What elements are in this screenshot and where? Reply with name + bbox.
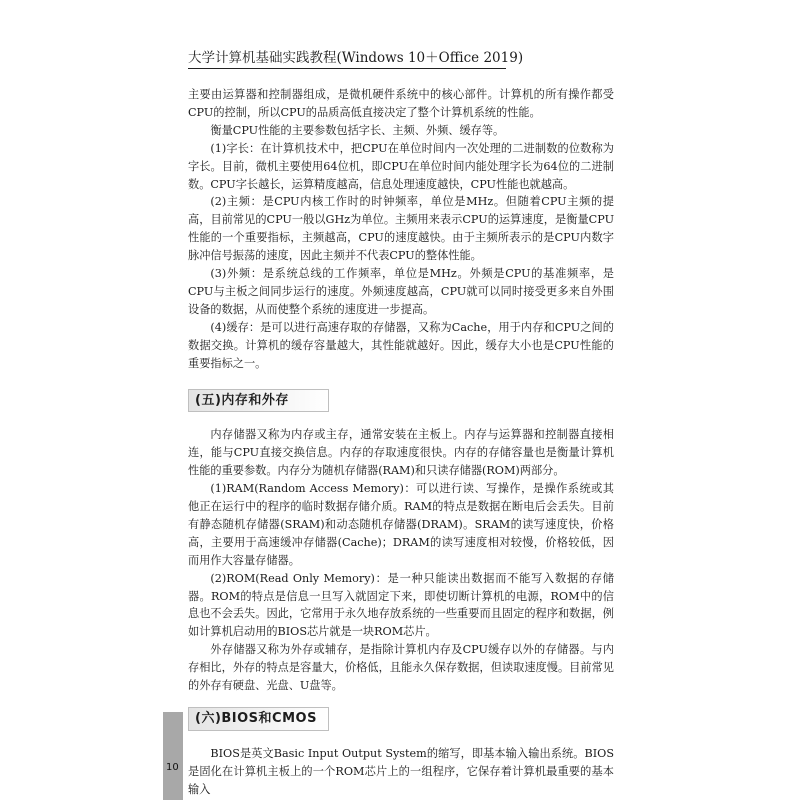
paragraph: 外存储器又称为外存或辅存，是指除计算机内存及CPU缓存以外的存储器。与内存相比，外存的特点是容量大，价格低，且能永久保存数据，但读取速度慢。目前常见的外存有硬盘、光盘、U盘等。 — [188, 643, 614, 693]
paragraph: (1)RAM(Random Access Memory)：可以进行读、写操作，是操作系统或其他正在运行中的程序的临时数据存储介质。RAM的特点是数据在断电后会丢失。目前有静态随机存储器(SRAM)和动态随机存储器(DRAM)。SRAM的读写速度快，价格高，主要用于高速缓冲存储器(Cache)；DRAM的读写速度相对较慢，价格较低，因而用作大容量存储器。 — [188, 482, 614, 567]
paragraph: 主要由运算器和控制器组成，是微机硬件系统中的核心部件。计算机的所有操作都受CPU的控制，所以CPU的品质高低直接决定了整个计算机系统的性能。 — [188, 88, 614, 119]
paragraph: 内存储器又称为内存或主存，通常安装在主板上。内存与运算器和控制器直接相连，能与CPU直接交换信息。内存的存取速度很快。内存的存储容量也是衡量计算机性能的重要参数。内存分为随机存储器(RAM)和只读存储器(ROM)两部分。 — [188, 428, 614, 478]
paragraph: (2)主频：是CPU内核工作时的时钟频率，单位是MHz。但随着CPU主频的提高，目前常见的CPU一般以GHz为单位。主频用来表示CPU的运算速度，是衡量CPU性能的一个重要指标，主频越高，CPU的速度越快。由于主频所表示的是CPU内数字脉冲信号振荡的速度，因此主频并不代表CPU的整体性能。 — [188, 195, 614, 263]
section-heading-bios: (六)BIOS和CMOS — [188, 707, 329, 731]
paragraph: (1)字长：在计算机技术中，把CPU在单位时间内一次处理的二进制数的位数称为字长。目前，微机主要使用64位机，即CPU在单位时间内能处理字长为64位的二进制数。CPU字长越长，运算精度越高，信息处理速度越快，CPU性能也就越高。 — [188, 141, 614, 191]
paragraph: BIOS是英文Basic Input Output System的缩写，即基本输入输出系统。BIOS是固化在计算机主板上的一个ROM芯片上的一组程序，它保存着计算机最重要的基本输入 — [188, 746, 614, 796]
running-header: 大学计算机基础实践教程(Windows 10＋Office 2019) — [188, 50, 524, 66]
page-number: 10 — [166, 762, 179, 773]
page-body — [188, 86, 614, 799]
page-edge-tab — [163, 712, 183, 800]
header-rule — [188, 68, 506, 69]
paragraph: (4)缓存：是可以进行高速存取的存储器，又称为Cache，用于内存和CPU之间的数据交换。计算机的缓存容量越大，其性能就越好。因此，缓存大小也是CPU性能的重要指标之一。 — [188, 320, 614, 370]
paragraph: (2)ROM(Read Only Memory)：是一种只能读出数据而不能写入数据的存储器。ROM的特点是信息一旦写入就固定下来，即使切断计算机的电源，ROM中的信息也不会丢失。因此，它常用于永久地存放系统的一些重要而且固定的程序和数据，例如计算机启动用的BIOS芯片就是一块ROM芯片。 — [188, 571, 614, 639]
section-heading-memory: (五)内存和外存 — [188, 389, 329, 413]
paragraph: (3)外频：是系统总线的工作频率，单位是MHz。外频是CPU的基准频率，是CPU与主板之间同步运行的速度。外频速度越高，CPU就可以同时接受更多来自外围设备的数据，从而使整个系统的速度进一步提高。 — [188, 267, 614, 316]
paragraph: 衡量CPU性能的主要参数包括字长、主频、外频、缓存等。 — [210, 123, 505, 137]
